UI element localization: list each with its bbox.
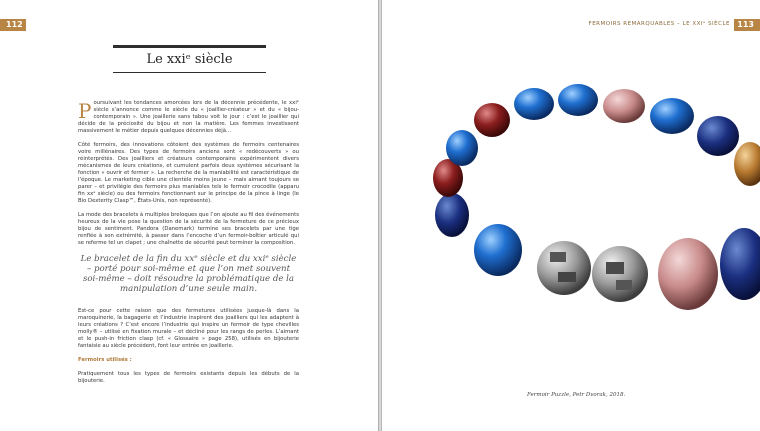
chapter-title-box	[113, 45, 266, 73]
chapter-title: Le xxiᵉ siècle	[146, 52, 233, 67]
paragraph: Est-ce pour cette raison que des fermetures utilisées jusque-là dans la maroquinerie, la bagagerie et l’industrie inspirent des joailliers qui les adaptent à leurs créations ? C’est encore l’industrie qui inspire un fermoir de type chevilles molly® – utilisé en fixation murale – et décliné pour les rangs de perles. L’aimant et le push-in friction clasp (cf. « Glossaire » page 258), utilisés en bijouterie fantaisie au siècle précédent, font leur entrée en joaillerie.	[78, 308, 299, 349]
title-rule-bottom	[113, 72, 266, 73]
pull-quote: Le bracelet de la fin du xxᵉ siècle et du xxiᵉ siècle – porté pour soi-même et que l’on met souvent soi-même – doit résoudre la problématique de la manipulation d’une seule main.	[80, 254, 297, 294]
section-subhead: Fermoirs utilisés :	[78, 357, 132, 363]
paragraph: Pratiquement tous les types de fermoirs existants depuis les débuts de la bijouterie.	[78, 371, 299, 384]
bracelet-photo	[382, 60, 760, 340]
running-head: FERMOIRS REMARQUABLES – LE XXIᵉ SIÈCLE	[588, 21, 730, 27]
drop-cap: P	[78, 99, 92, 123]
right-page	[382, 0, 760, 431]
page-number: 113	[737, 20, 754, 29]
body-text	[78, 100, 299, 392]
paragraph: Côté fermoirs, des innovations côtoient des systèmes de fermoirs centenaires voire millénaires. Des types de fermoirs anciens sont « redécouverts » ou réinterprétés. Des joailliers et créateurs contemporains expérimentent divers mécanismes de leurs créations, et cumulent parfois deux systèmes sécurisant la fonction « ouvrir et fermer ». La recherche de la maniabilité est caractéristique de l’époque. Le marketing cible une clientèle moins jeune – mais aimant toujours se parer – et privilégie des fermoirs plus maniables tels le fermoir crocodile (apparu fin xxᵉ siècle) ou des fermoirs fonctionnant sur le principe de la pince à linge (le Bio Dexterity Clasp™, États-Unis, non représenté).	[78, 142, 299, 204]
paragraph	[78, 100, 299, 135]
puzzle-clasp	[537, 241, 648, 302]
photo-caption: Fermoir Puzzle, Petr Dvorak, 2018.	[527, 392, 626, 398]
paragraph-text: oursuivant les tendances amorcées lors de la décennie précédente, le xxiᵉ siècle s’annonce comme le siècle du « joaillier-créateur » et du « bijou-contemporain ». Une joaillerie sans tabou voit le jour : c’est le joaillier qui décide de la préciosité du bijou et non la matière. Les femmes investissent massivement le métier depuis quelques décennies déjà…	[78, 100, 299, 134]
left-page	[0, 0, 378, 431]
paragraph: La mode des bracelets à multiples breloques que l’on ajoute au fil des événements heureux de la vie pose la question de la sécurité de la fermeture de ce précieux bijou de sentiment. Pandora (Danemark) termine ses bracelets par une tige renflée à son extrémité, à passer dans l’encoche d’un fermoir-boîtier articulé qui se referme tel un clapet ; une chaînette de sécurité peut terminer la composition.	[78, 212, 299, 246]
page-number: 112	[6, 20, 23, 29]
